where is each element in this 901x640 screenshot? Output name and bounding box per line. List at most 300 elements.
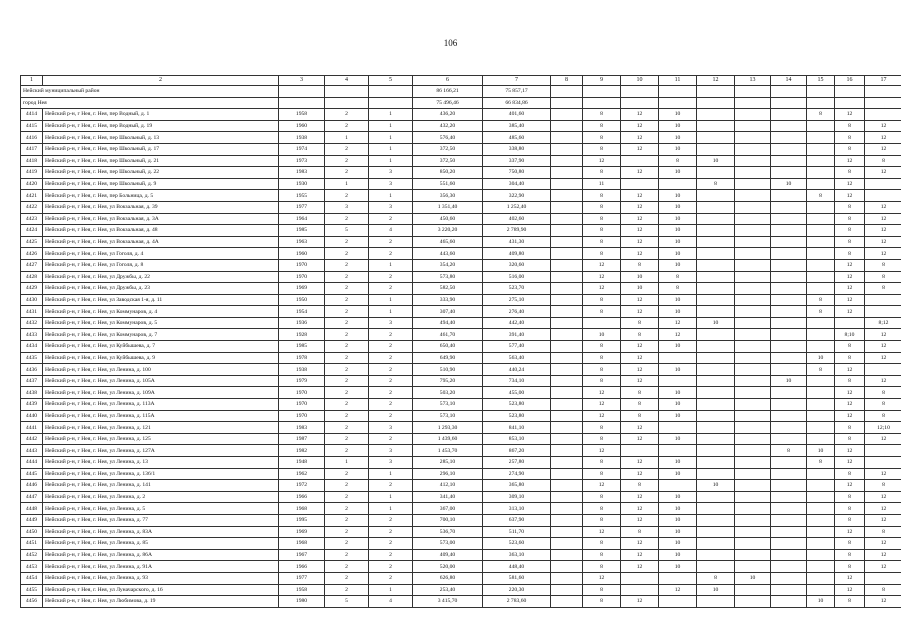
table-cell-col-10: 12 <box>621 468 659 480</box>
table-cell-col-3: 1936 <box>279 317 325 329</box>
table-cell-col-14 <box>771 317 807 329</box>
table-cell-col-1: 4425 <box>21 236 43 248</box>
empty-cell <box>735 86 771 98</box>
table-cell-col-16: 12 <box>835 283 865 295</box>
table-cell-col-11: 10 <box>659 364 697 376</box>
table-cell-col-8 <box>551 596 583 608</box>
table-cell-col-16: 8 <box>835 549 865 561</box>
table-row <box>21 236 901 248</box>
table-cell-col-10: 8 <box>621 329 659 341</box>
table-cell-col-9: 8 <box>583 457 621 469</box>
table-cell-col-3: 1962 <box>279 468 325 480</box>
table-cell-col-1: 4415 <box>21 120 43 132</box>
table-cell-col-2: Нейский р-н, г Нея, г. Нея, ул Ленина, д. 109А <box>43 387 279 399</box>
table-cell-col-12 <box>697 561 735 573</box>
table-cell-col-14 <box>771 201 807 213</box>
table-cell-col-8 <box>551 468 583 480</box>
table-cell-col-10 <box>621 572 659 584</box>
table-cell-col-7: 637,90 <box>483 514 551 526</box>
table-cell-col-17 <box>865 306 901 318</box>
table-cell-col-1: 4420 <box>21 178 43 190</box>
table-cell-col-15 <box>807 236 835 248</box>
empty-cell <box>369 97 413 109</box>
table-cell-col-11: 10 <box>659 538 697 550</box>
table-cell-col-16: 12 <box>835 271 865 283</box>
table-cell-col-12 <box>697 387 735 399</box>
table-cell-col-14 <box>771 422 807 434</box>
table-cell-col-12 <box>697 259 735 271</box>
table-cell-col-7: 304,40 <box>483 178 551 190</box>
table-cell-col-2: Нейский р-н, г Нея, г. Нея, ул Коммунаров, д. 5 <box>43 317 279 329</box>
table-cell-col-8 <box>551 190 583 202</box>
table-cell-col-5: 4 <box>369 225 413 237</box>
table-cell-col-1: 4450 <box>21 526 43 538</box>
table-cell-col-16: 8 <box>835 132 865 144</box>
table-cell-col-14 <box>771 213 807 225</box>
table-cell-col-2: Нейский р-н, г Нея, г. Нея, ул Коммунаров, д. 4 <box>43 306 279 318</box>
table-cell-col-10: 12 <box>621 596 659 608</box>
table-cell-col-16: 12 <box>835 294 865 306</box>
table-cell-col-9: 8 <box>583 468 621 480</box>
table-cell-col-7: 338,80 <box>483 143 551 155</box>
table-row <box>21 584 901 596</box>
table-cell-col-17: 12 <box>865 596 901 608</box>
table-cell-col-13 <box>735 271 771 283</box>
table-cell-col-14: 10 <box>771 178 807 190</box>
table-cell-col-11 <box>659 572 697 584</box>
table-cell-col-9: 8 <box>583 236 621 248</box>
table-cell-col-4: 2 <box>325 283 369 295</box>
table-cell-col-17 <box>865 445 901 457</box>
table-cell-col-16: 8 <box>835 491 865 503</box>
table-row <box>21 491 901 503</box>
table-cell-col-7: 485,60 <box>483 132 551 144</box>
table-cell-col-14 <box>771 109 807 121</box>
table-cell-col-2: Нейский р-н, г Нея, г. Нея, пер Школьный, д. 13 <box>43 132 279 144</box>
table-cell-col-2: Нейский р-н, г Нея, г. Нея, пер Школьный, д. 9 <box>43 178 279 190</box>
table-cell-col-6: 372,50 <box>413 143 483 155</box>
table-cell-col-16: 8 <box>835 225 865 237</box>
table-cell-col-8 <box>551 178 583 190</box>
table-cell-col-13 <box>735 329 771 341</box>
table-cell-col-6: 3 220,20 <box>413 225 483 237</box>
table-cell-col-2: Нейский р-н, г Нея, г. Нея, ул Заводская 1-я, д. 11 <box>43 294 279 306</box>
table-cell-col-6: 582,50 <box>413 283 483 295</box>
table-cell-col-5: 3 <box>369 457 413 469</box>
table-cell-col-13 <box>735 538 771 550</box>
table-cell-col-13 <box>735 167 771 179</box>
table-cell-col-4: 2 <box>325 387 369 399</box>
table-cell-col-13 <box>735 190 771 202</box>
table-cell-col-3: 1983 <box>279 422 325 434</box>
table-cell-col-15 <box>807 503 835 515</box>
table-cell-col-15 <box>807 468 835 480</box>
empty-cell <box>807 86 835 98</box>
table-cell-col-14 <box>771 143 807 155</box>
table-cell-col-9: 8 <box>583 225 621 237</box>
table-cell-col-17: 8 <box>865 283 901 295</box>
table-cell-col-16: 8 <box>835 375 865 387</box>
table-cell-col-4: 2 <box>325 538 369 550</box>
table-cell-col-12 <box>697 433 735 445</box>
table-cell-col-17: 12 <box>865 514 901 526</box>
table-cell-col-9: 8 <box>583 201 621 213</box>
empty-cell <box>659 97 697 109</box>
table-cell-col-13 <box>735 341 771 353</box>
table-cell-col-8 <box>551 375 583 387</box>
table-row <box>21 190 901 202</box>
table-cell-col-17: 12 <box>865 248 901 260</box>
table-cell-col-4: 2 <box>325 167 369 179</box>
table-cell-col-14 <box>771 468 807 480</box>
table-cell-col-7: 275,10 <box>483 294 551 306</box>
table-cell-col-15: 8 <box>807 364 835 376</box>
table-cell-col-8 <box>551 271 583 283</box>
table-row <box>21 549 901 561</box>
table-row <box>21 155 901 167</box>
table-cell-col-2: Нейский р-н, г Нея, г. Нея, ул Ленина, д. 83А <box>43 526 279 538</box>
table-cell-col-11: 10 <box>659 236 697 248</box>
table-cell-col-1: 4440 <box>21 410 43 422</box>
table-cell-col-2: Нейский р-н, г Нея, г. Нея, ул Ленина, д. 113А <box>43 399 279 411</box>
table-cell-col-16: 8 <box>835 422 865 434</box>
table-cell-col-9: 8 <box>583 352 621 364</box>
table-cell-col-12 <box>697 283 735 295</box>
table-cell-col-5: 2 <box>369 329 413 341</box>
table-cell-col-16: 12 <box>835 155 865 167</box>
table-cell-col-7: 841,10 <box>483 422 551 434</box>
table-cell-col-4: 2 <box>325 190 369 202</box>
table-cell-col-13 <box>735 155 771 167</box>
table-cell-col-4: 2 <box>325 259 369 271</box>
table-cell-col-8 <box>551 352 583 364</box>
table-cell-col-4: 2 <box>325 341 369 353</box>
table-cell-col-13 <box>735 178 771 190</box>
table-cell-col-11: 10 <box>659 514 697 526</box>
table-cell-col-4: 2 <box>325 572 369 584</box>
table-cell-col-13 <box>735 480 771 492</box>
column-header-1: 1 <box>21 76 43 86</box>
table-cell-col-2: Нейский р-н, г Нея, г. Нея, ул Гоголя, д. 8 <box>43 259 279 271</box>
empty-cell <box>279 86 325 98</box>
table-cell-col-9: 8 <box>583 538 621 550</box>
table-row <box>21 167 901 179</box>
table-cell-col-16: 12 <box>835 190 865 202</box>
table-cell-col-13 <box>735 491 771 503</box>
table-cell-col-7: 337,90 <box>483 155 551 167</box>
table-cell-col-3: 1970 <box>279 259 325 271</box>
table-cell-col-4: 2 <box>325 445 369 457</box>
table-cell-col-3: 1968 <box>279 538 325 550</box>
table-cell-col-12 <box>697 364 735 376</box>
table-cell-col-16: 12 <box>835 572 865 584</box>
table-cell-col-7: 750,80 <box>483 167 551 179</box>
table-cell-col-1: 4422 <box>21 201 43 213</box>
table-cell-col-12 <box>697 294 735 306</box>
table-cell-col-3: 1964 <box>279 213 325 225</box>
table-cell-col-4: 2 <box>325 364 369 376</box>
table-cell-col-15 <box>807 341 835 353</box>
table-cell-col-13 <box>735 236 771 248</box>
table-cell-col-17: 8 <box>865 259 901 271</box>
empty-cell <box>551 97 583 109</box>
table-row <box>21 457 901 469</box>
table-cell-col-5: 2 <box>369 271 413 283</box>
table-cell-col-2: Нейский р-н, г Нея, г. Нея, ул Дружбы, д. 22 <box>43 271 279 283</box>
table-cell-col-13 <box>735 225 771 237</box>
table-cell-col-5: 2 <box>369 248 413 260</box>
table-cell-col-10: 12 <box>621 236 659 248</box>
table-cell-col-10: 12 <box>621 306 659 318</box>
table-cell-col-17: 8 <box>865 155 901 167</box>
table-cell-col-7: 391,40 <box>483 329 551 341</box>
table-cell-col-5: 1 <box>369 155 413 167</box>
table-cell-col-2: Нейский р-н, г Нея, г. Нея, ул Ленина, д. 5 <box>43 503 279 515</box>
table-cell-col-8 <box>551 387 583 399</box>
table-cell-col-11: 10 <box>659 549 697 561</box>
table-cell-col-3: 1978 <box>279 352 325 364</box>
table-cell-col-16: 12 <box>835 445 865 457</box>
table-cell-col-4: 2 <box>325 491 369 503</box>
table-cell-col-3: 1969 <box>279 283 325 295</box>
table-cell-col-1: 4442 <box>21 433 43 445</box>
table-cell-col-9: 11 <box>583 178 621 190</box>
table-cell-col-15 <box>807 201 835 213</box>
table-cell-col-16: 8 <box>835 352 865 364</box>
table-cell-col-6: 700,10 <box>413 514 483 526</box>
table-cell-col-13 <box>735 201 771 213</box>
table-cell-col-12 <box>697 225 735 237</box>
table-cell-col-10: 12 <box>621 225 659 237</box>
table-cell-col-7: 581,60 <box>483 572 551 584</box>
table-cell-col-5: 2 <box>369 410 413 422</box>
table-cell-col-9: 8 <box>583 584 621 596</box>
table-cell-col-6: 443,60 <box>413 248 483 260</box>
table-cell-col-15 <box>807 491 835 503</box>
table-cell-col-16: 12 <box>835 387 865 399</box>
table-cell-col-12 <box>697 132 735 144</box>
table-row <box>21 410 901 422</box>
table-cell-col-17: 12 <box>865 213 901 225</box>
table-cell-col-1: 4435 <box>21 352 43 364</box>
table-cell-col-3: 1955 <box>279 190 325 202</box>
table-cell-col-15 <box>807 480 835 492</box>
table-row <box>21 352 901 364</box>
table-cell-col-9: 8 <box>583 143 621 155</box>
table-cell-col-2: Нейский р-н, г Нея, г. Нея, пер Школьный, д. 17 <box>43 143 279 155</box>
table-cell-col-12 <box>697 468 735 480</box>
table-cell-col-17 <box>865 364 901 376</box>
table-cell-col-12: 8 <box>697 572 735 584</box>
table-cell-col-4: 2 <box>325 317 369 329</box>
table-cell-col-11: 10 <box>659 120 697 132</box>
empty-cell <box>325 86 369 98</box>
table-cell-col-7: 455,00 <box>483 387 551 399</box>
table-cell-col-12 <box>697 143 735 155</box>
table-cell-col-3: 1938 <box>279 364 325 376</box>
table-cell-col-5: 1 <box>369 143 413 155</box>
table-cell-col-7: 322,90 <box>483 190 551 202</box>
table-cell-col-7: 523,80 <box>483 410 551 422</box>
table-cell-col-4: 5 <box>325 225 369 237</box>
table-cell-col-17: 12 <box>865 143 901 155</box>
table-cell-col-6: 576,40 <box>413 132 483 144</box>
table-cell-col-17: 12 <box>865 132 901 144</box>
table-cell-col-3: 1977 <box>279 201 325 213</box>
table-cell-col-4: 2 <box>325 561 369 573</box>
table-cell-col-7: 577,40 <box>483 341 551 353</box>
table-cell-col-4: 1 <box>325 178 369 190</box>
table-cell-col-1: 4421 <box>21 190 43 202</box>
table-cell-col-11 <box>659 352 697 364</box>
table-cell-col-7: 409,80 <box>483 248 551 260</box>
table-cell-col-7: 402,60 <box>483 213 551 225</box>
table-cell-col-8 <box>551 422 583 434</box>
table-cell-col-15 <box>807 526 835 538</box>
table-cell-col-6: 573,80 <box>413 271 483 283</box>
column-header-15: 15 <box>807 76 835 86</box>
table-cell-col-4: 2 <box>325 248 369 260</box>
table-cell-col-13 <box>735 468 771 480</box>
table-cell-col-12: 10 <box>697 584 735 596</box>
table-cell-col-12 <box>697 549 735 561</box>
table-cell-col-15 <box>807 248 835 260</box>
table-cell-col-12 <box>697 375 735 387</box>
column-header-10: 10 <box>621 76 659 86</box>
table-cell-col-11: 8 <box>659 271 697 283</box>
table-cell-col-12 <box>697 213 735 225</box>
table-cell-col-16: 8 <box>835 514 865 526</box>
table-cell-col-11: 10 <box>659 225 697 237</box>
table-cell-col-4: 3 <box>325 201 369 213</box>
table-row <box>21 132 901 144</box>
column-header-11: 11 <box>659 76 697 86</box>
table-cell-col-6: 372,50 <box>413 155 483 167</box>
table-cell-col-11 <box>659 596 697 608</box>
table-cell-col-6: 409,40 <box>413 549 483 561</box>
table-cell-col-11: 10 <box>659 306 697 318</box>
table-cell-col-10: 8 <box>621 480 659 492</box>
table-cell-col-13 <box>735 422 771 434</box>
summary-area-total: 75 496,46 <box>413 97 483 109</box>
table-cell-col-12 <box>697 120 735 132</box>
column-number-row <box>21 76 901 86</box>
table-cell-col-3: 1966 <box>279 491 325 503</box>
table-cell-col-5: 1 <box>369 468 413 480</box>
table-cell-col-9: 8 <box>583 306 621 318</box>
table-cell-col-17: 12;10 <box>865 422 901 434</box>
table-cell-col-11: 10 <box>659 341 697 353</box>
table-cell-col-1: 4416 <box>21 132 43 144</box>
table-cell-col-1: 4431 <box>21 306 43 318</box>
table-cell-col-11: 10 <box>659 457 697 469</box>
table-cell-col-3: 1954 <box>279 306 325 318</box>
table-cell-col-16: 12 <box>835 584 865 596</box>
table-row <box>21 514 901 526</box>
summary-row <box>21 86 901 98</box>
table-cell-col-1: 4449 <box>21 514 43 526</box>
column-header-6: 6 <box>413 76 483 86</box>
table-cell-col-2: Нейский р-н, г Нея, г. Нея, пер Водный, д. 1 <box>43 109 279 121</box>
empty-cell <box>325 97 369 109</box>
table-cell-col-7: 276,40 <box>483 306 551 318</box>
table-cell-col-9: 8 <box>583 503 621 515</box>
table-cell-col-15 <box>807 561 835 573</box>
table-cell-col-6: 356,30 <box>413 190 483 202</box>
table-cell-col-4: 2 <box>325 155 369 167</box>
table-cell-col-4: 2 <box>325 549 369 561</box>
table-cell-col-9: 12 <box>583 445 621 457</box>
table-cell-col-13 <box>735 526 771 538</box>
table-cell-col-12: 8 <box>697 178 735 190</box>
table-cell-col-15 <box>807 375 835 387</box>
table-cell-col-9: 12 <box>583 283 621 295</box>
table-cell-col-15 <box>807 422 835 434</box>
table-cell-col-1: 4433 <box>21 329 43 341</box>
table-cell-col-6: 510,90 <box>413 364 483 376</box>
table-cell-col-16: 8 <box>835 433 865 445</box>
table-cell-col-1: 4429 <box>21 283 43 295</box>
table-cell-col-17: 12 <box>865 352 901 364</box>
table-cell-col-7: 853,10 <box>483 433 551 445</box>
table-cell-col-11: 10 <box>659 213 697 225</box>
table-cell-col-15: 8 <box>807 109 835 121</box>
table-cell-col-9: 12 <box>583 399 621 411</box>
table-cell-col-6: 341,40 <box>413 491 483 503</box>
table-cell-col-3: 1972 <box>279 480 325 492</box>
table-cell-col-4: 2 <box>325 514 369 526</box>
table-cell-col-6: 367,00 <box>413 503 483 515</box>
empty-cell <box>835 97 865 109</box>
table-cell-col-15: 10 <box>807 596 835 608</box>
table-cell-col-6: 3 415,70 <box>413 596 483 608</box>
table-cell-col-14 <box>771 271 807 283</box>
table-cell-col-8 <box>551 399 583 411</box>
table-cell-col-10 <box>621 584 659 596</box>
table-cell-col-11: 10 <box>659 399 697 411</box>
page-number: 106 <box>443 38 458 48</box>
table-cell-col-9 <box>583 317 621 329</box>
table-cell-col-5: 1 <box>369 584 413 596</box>
table-cell-col-11 <box>659 178 697 190</box>
table-cell-col-3: 1970 <box>279 399 325 411</box>
table-cell-col-12 <box>697 538 735 550</box>
table-cell-col-8 <box>551 306 583 318</box>
table-row <box>21 271 901 283</box>
table-cell-col-11: 10 <box>659 491 697 503</box>
table-cell-col-4: 2 <box>325 352 369 364</box>
table-cell-col-1: 4418 <box>21 155 43 167</box>
table-cell-col-5: 3 <box>369 445 413 457</box>
table-cell-col-7: 440,24 <box>483 364 551 376</box>
table-cell-col-17: 12 <box>865 375 901 387</box>
table-cell-col-10: 12 <box>621 341 659 353</box>
table-cell-col-11 <box>659 445 697 457</box>
table-cell-col-4: 2 <box>325 410 369 422</box>
table-cell-col-16: 8 <box>835 341 865 353</box>
table-cell-col-8 <box>551 317 583 329</box>
table-cell-col-8 <box>551 457 583 469</box>
table-cell-col-8 <box>551 120 583 132</box>
table-cell-col-2: Нейский р-н, г Нея, г. Нея, ул Ленина, д. 91А <box>43 561 279 573</box>
table-cell-col-15 <box>807 387 835 399</box>
summary-row <box>21 97 901 109</box>
table-cell-col-8 <box>551 364 583 376</box>
table-cell-col-12 <box>697 399 735 411</box>
table-cell-col-1: 4454 <box>21 572 43 584</box>
table-cell-col-2: Нейский р-н, г Нея, г. Нея, ул Луначарского, д. 16 <box>43 584 279 596</box>
empty-cell <box>735 97 771 109</box>
